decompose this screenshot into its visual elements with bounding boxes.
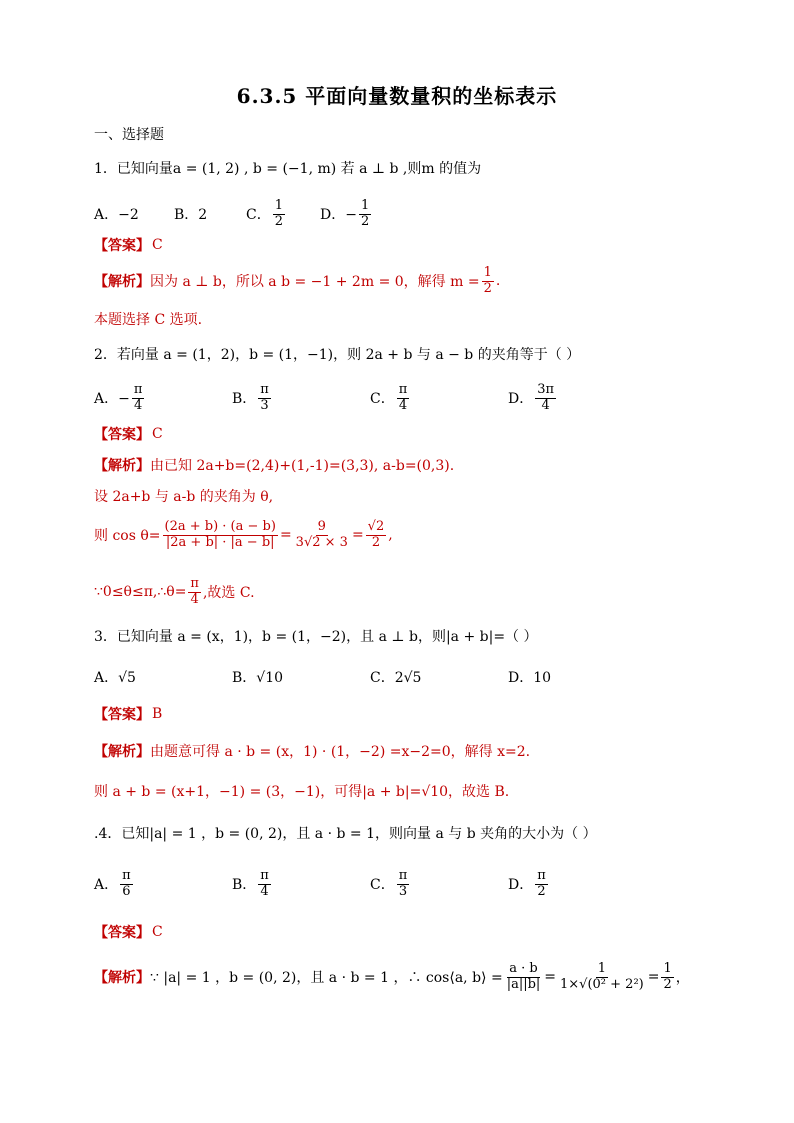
q2-analysis-3: 则 cos θ= $\frac{(2a + b) \cdot (a - b)}{|2a + b| \cdot |a - b|}$ = $\frac{9}{3√2 \times 3}$ = $\frac{√2}{2}$ , [94,519,393,550]
opt-label: B． [232,877,257,893]
answer-tag: 【答案】 [94,925,150,941]
q2-option-a[interactable] [94,383,146,413]
frac-den: 2 [371,534,381,550]
frac-num: √2 [367,519,385,535]
frac-den: 2 [274,213,283,229]
frac-den: 4 [260,883,269,899]
frac-num: π [398,868,408,884]
q4-answer [94,922,163,942]
q3-option-d[interactable]: D．10 [508,670,552,686]
frac-den: 2 [483,280,492,296]
frac-den: 2 [663,976,672,992]
q1-answer [94,235,163,255]
q2-stem: 2．若向量 a = (1，2)，b = (1，−1)，则 2a + b 与 a − b 的夹角等于（ ） [94,347,581,363]
q1-option-c[interactable] [246,199,287,229]
opt-label: C． [370,391,395,407]
opt-label: D． [508,391,534,407]
opt-frac [258,869,271,899]
analysis-tag: 【解析】 [94,274,150,290]
frac-den: 2 [537,883,546,899]
q2-analysis-2: 设 2a+b 与 a-b 的夹角为 θ, [94,489,274,505]
q3-option-b[interactable]: B．√10 [232,670,284,686]
q4-option-b[interactable] [232,869,273,899]
frac-num: 3π [537,382,555,398]
opt-frac [397,869,410,899]
q2-option-d[interactable] [508,383,558,413]
opt-frac [397,383,410,413]
q3-answer [94,704,162,724]
frac-num: 1 [360,198,370,214]
analysis-text: ， [675,970,690,986]
q1-analysis-text: 因为 a ⊥ b，所以 a b = −1 + 2m = 0，解得 m = [150,274,480,290]
analysis-text: 由已知 2a+b=(2,4)+(1,-1)=(3,3), a-b=(0,3). [150,458,455,474]
q1-option-d[interactable] [320,199,373,229]
analysis-tag: 【解析】 [94,970,150,986]
analysis-tag: 【解析】 [94,744,150,760]
frac-den: 3√2 × 3 [295,534,348,550]
frac-num: 9 [317,519,326,535]
q1-note: 本题选择 C 选项. [94,312,203,328]
opt-frac [535,383,556,413]
answer-tag: 【答案】 [94,238,150,254]
q2-option-c[interactable] [370,383,411,413]
opt-frac [258,383,271,413]
section-heading: 一、选择题 [94,127,164,143]
opt-frac [132,383,145,413]
frac-num: π [537,868,546,884]
frac-num: π [260,382,269,398]
q1-option-d-frac [359,199,371,229]
answer-tag: 【答案】 [94,427,150,443]
q3-option-c[interactable]: C．2√5 [370,670,422,686]
q3-stem: 3．已知向量 a = (x，1)，b = (1，−2)，且 a ⊥ b，则|a + b|=（ ） [94,629,538,645]
q1-option-c-frac [273,199,285,229]
frac-num: 1 [663,961,672,977]
frac-den: 4 [133,397,143,413]
frac-den: |a||b| [506,976,541,992]
q2-options [94,380,694,416]
q2-analysis-1 [94,455,454,475]
cos-frac-3 [366,520,387,550]
analysis-text: 由题意可得 a · b = (x，1) · (1，−2) =x−2=0，解得 x=2. [150,744,531,760]
analysis-text: ∵0≤θ≤π,∴θ= [94,584,187,600]
frac-num: π [133,382,143,398]
analysis-tag: 【解析】 [94,458,150,474]
frac-den: 3 [260,397,269,413]
cos-frac-2 [294,520,350,550]
q2-option-b[interactable] [232,383,273,413]
q1-analysis: 【解析】 因为 a ⊥ b，所以 a b = −1 + 2m = 0，解得 m = $\frac{1}{2}$ . [94,265,501,296]
frac-den: 4 [541,397,550,413]
q4-analysis: 【解析】 ∵ |a| = 1 ，b = (0, 2)，且 a · b = 1 ，∴ cos⟨a, b⟩ = $\frac{a \cdot b}{|a||b|}$ = $\frac{1}{\text{1×√(0² + 2²)}}$ = $\frac{1}{2}$ ， [94,961,690,992]
answer-value: C [152,426,163,442]
analysis-text: 则 cos θ= [94,528,161,544]
q3-option-a[interactable]: A．√5 [94,670,136,686]
q4-stem: .4．已知|a| = 1 ，b = (0, 2)，且 a · b = 1，则向量 a 与 b 夹角的大小为（ ） [94,826,597,842]
q4-option-d[interactable] [508,869,550,899]
q1-options [94,197,694,231]
q4-options [94,866,694,902]
opt-label: C． [370,877,395,893]
opt-label: B． [232,391,257,407]
frac-num: π [190,576,199,592]
q1-analysis-frac [482,266,494,296]
opt-frac [535,869,548,899]
analysis-text: ∵ |a| = 1 ，b = (0, 2)，且 a · b = 1 ，∴ cos⟨a, b⟩ = [150,970,503,986]
frac-num: 1 [597,961,607,977]
frac-num: (2a + b) · (a − b) [164,519,276,535]
frac-den: 4 [190,591,199,607]
q1-option-a[interactable]: A．−2 [94,207,139,223]
q1-stem: 1．已知向量a = (1, 2) , b = (−1, m) 若 a ⊥ b ,则m 的值为 [94,161,482,177]
frac-den: 2 [360,213,370,229]
frac-num: π [260,868,269,884]
analysis-text: ,故选 C. [202,585,255,601]
q4-option-a[interactable] [94,869,135,899]
frac-den: 4 [398,397,408,413]
frac-den: 1×√(0² + 2²) [560,976,644,992]
q3-analysis-1 [94,741,530,761]
opt-label: A．− [94,391,130,407]
frac-num: 1 [483,265,492,281]
q1-option-c-label: C． [246,207,271,223]
frac-den: |2a + b| · |a − b| [165,534,275,550]
page-title: 6.3.5 平面向量数量积的坐标表示 [236,84,558,108]
frac-num: 1 [274,198,283,214]
frac-num: π [398,382,408,398]
cos-frac-2 [558,962,646,992]
cos-frac [163,520,278,550]
theta-frac [188,577,201,607]
answer-value: C [152,237,163,253]
q4-option-c[interactable] [370,869,411,899]
frac-den: 3 [398,883,408,899]
frac-num: a · b [509,961,538,977]
answer-value: B [152,706,163,722]
opt-label: A． [94,877,119,893]
frac-num: π [122,868,131,884]
q3-analysis-2: 则 a + b = (x+1，−1) = (3，−1)，可得|a + b|=√10，故选 B. [94,784,510,800]
opt-frac [120,869,133,899]
q1-option-d-label: D．− [320,207,357,223]
cos-frac-3 [661,962,673,992]
q2-answer [94,424,163,444]
answer-tag: 【答案】 [94,707,150,723]
q3-options [94,666,694,688]
q1-option-b[interactable]: B．2 [174,207,208,223]
answer-value: C [152,924,163,940]
q2-analysis-4 [94,574,255,610]
frac-den: 6 [122,883,131,899]
cos-frac-1 [505,962,543,992]
opt-label: D． [508,877,534,893]
